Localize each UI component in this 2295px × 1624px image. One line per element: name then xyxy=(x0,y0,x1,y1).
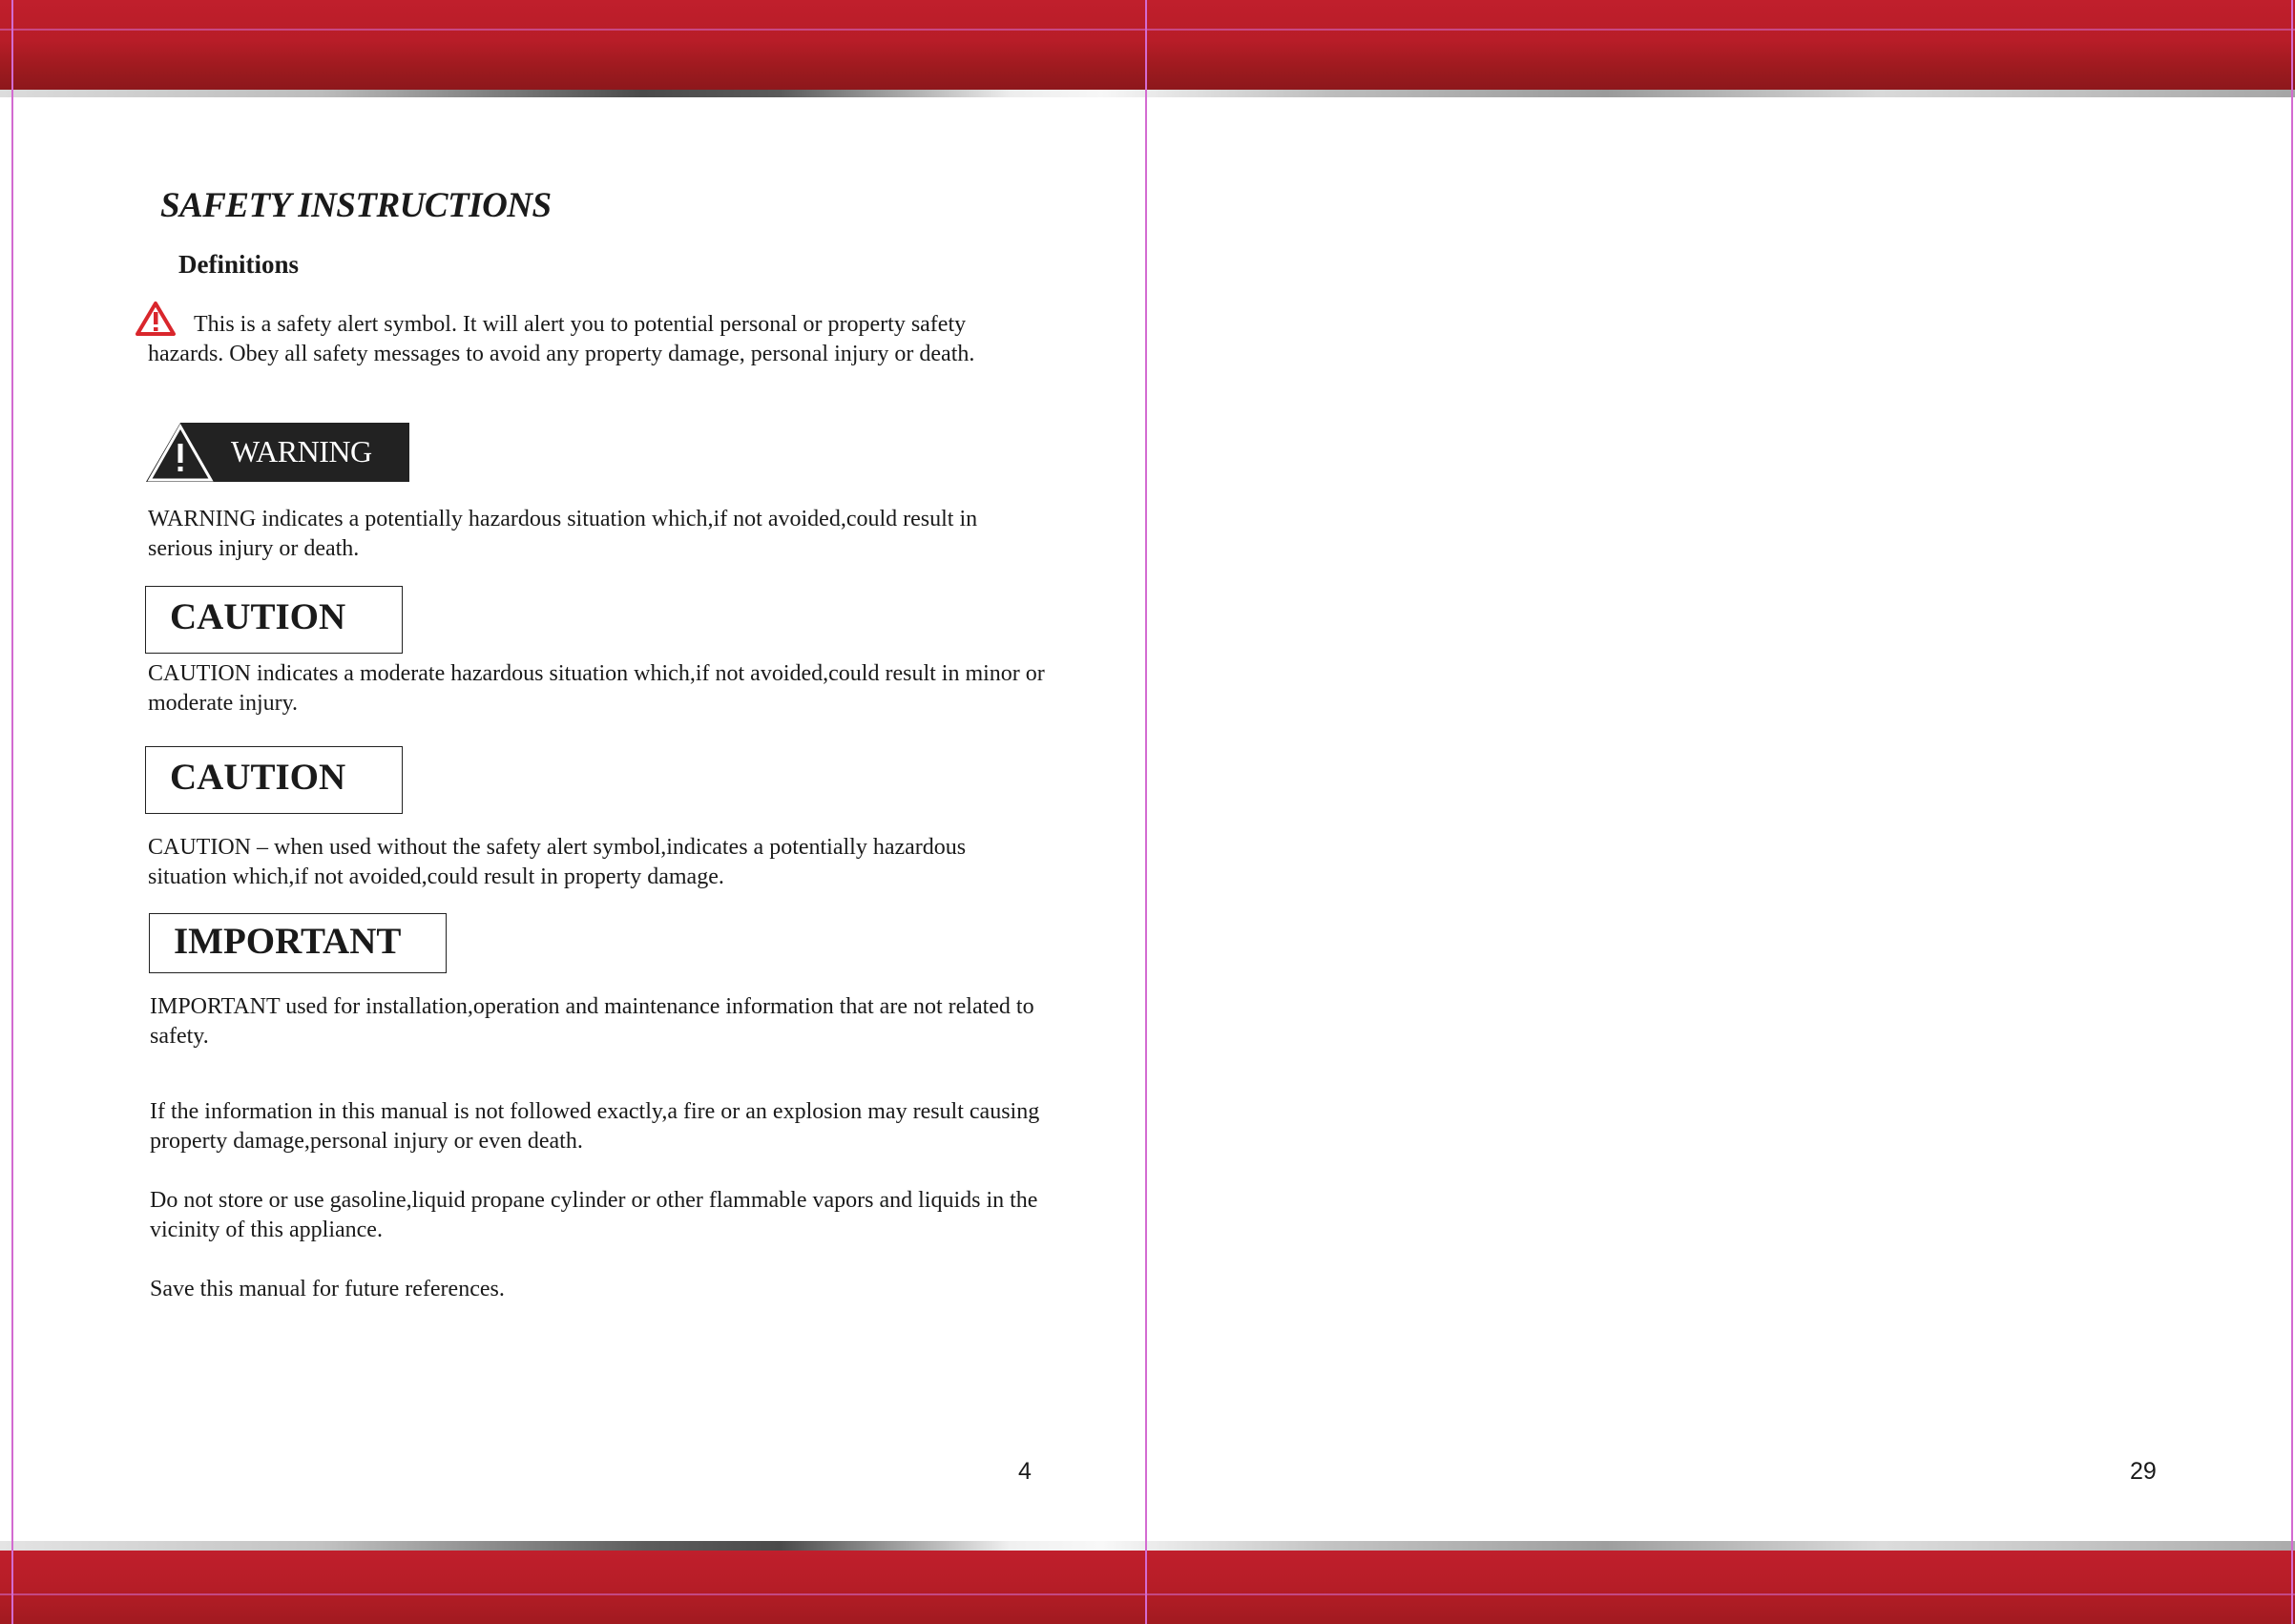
alert-symbol-definition: This is a safety alert symbol. It will alert you to potential personal or property safety hazards. Obey all safety messages to avoid any property damage, personal injury or death. xyxy=(148,312,975,366)
fire-explosion-notice: If the information in this manual is not followed exactly,a fire or an explosion may result causing property damage,personal injury or even death. xyxy=(150,1099,1040,1154)
important-label: IMPORTANT xyxy=(174,921,402,962)
page-number-right: 29 xyxy=(2130,1458,2157,1485)
flammable-vapors-notice: Do not store or use gasoline,liquid propane cylinder or other flammable vapors and liquids in the vicinity of this appliance. xyxy=(150,1188,1038,1242)
caution-label: CAUTION xyxy=(170,596,346,637)
important-label-box xyxy=(149,913,447,973)
right-margin-guide xyxy=(2291,0,2293,1624)
top-bleed-guide xyxy=(0,29,2295,31)
save-manual-notice: Save this manual for future references. xyxy=(150,1277,505,1301)
warning-label: WARNING xyxy=(231,434,372,468)
bottom-red-band xyxy=(0,1551,2295,1624)
caution-label: CAUTION xyxy=(170,757,346,798)
top-red-band xyxy=(0,0,2295,90)
important-definition: IMPORTANT used for installation,operation and maintenance information that are not related to safety. xyxy=(150,994,1034,1049)
section-subtitle: Definitions xyxy=(178,250,300,279)
warning-definition: WARNING indicates a potentially hazardous situation which,if not avoided,could result in serious injury or death. xyxy=(148,507,978,561)
caution-label-box-no-symbol xyxy=(145,746,403,814)
bottom-metal-strip xyxy=(0,1541,2295,1551)
left-page xyxy=(13,97,1145,1540)
top-metal-strip xyxy=(0,90,2295,97)
exclamation-triangle-icon xyxy=(178,444,183,463)
caution-definition: CAUTION indicates a moderate hazardous situation which,if not avoided,could result in minor or moderate injury. xyxy=(148,661,1045,716)
bottom-bleed-guide xyxy=(0,1593,2295,1595)
page-title: SAFETY INSTRUCTIONS xyxy=(160,186,552,225)
caution-property-definition: CAUTION – when used without the safety alert symbol,indicates a potentially hazardous situation which,if not avoided,could result in property damage. xyxy=(148,835,967,889)
right-page xyxy=(1147,97,2291,1540)
page-number-left: 4 xyxy=(1018,1458,1032,1485)
caution-label-box xyxy=(145,586,403,654)
